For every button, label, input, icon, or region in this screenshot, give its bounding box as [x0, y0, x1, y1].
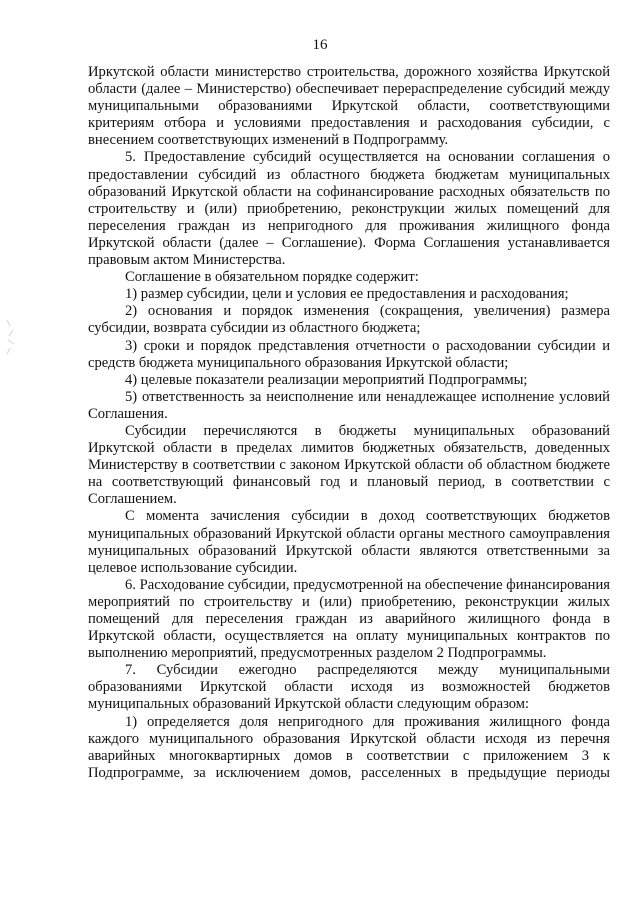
paragraph-item-7-subitem-1: 1) определяется доля непригодного для проживания жилищного фонда каждого муниципального образования Иркутской области исходя из перечня аварийных многоквартирных домов в соответствии с приложением 3 к Подпрограмме, за исключением домов, расселенных в предыдущие периоды — [88, 713, 610, 781]
list-item-4: 4) целевые показатели реализации мероприятий Подпрограммы; — [125, 371, 528, 388]
paragraph-item-5: 5. Предоставление субсидий осуществляется на основании соглашения о предоставлении субсидий из областного бюджета бюджетам муниципальных образований Иркутской области на софинансирование расходных обязательств по строительству и (или) приобретению, реконструкции жилых помещений для переселения граждан из непригодного для проживания жилищного фонда Иркутской области (далее – Соглашение). Форма Соглашения устанавливается правовым актом Министерства. — [88, 149, 610, 269]
page-number: 16 — [312, 37, 328, 53]
paragraph-responsibility: С момента зачисления субсидии в доход соответствующих бюджетов муниципальных образований Иркутской области органы местного самоуправления муниципальных образований Иркутской области являются ответственными за целевое использование субсидии. — [88, 508, 610, 576]
list-item-5: 5) ответственность за неисполнение или ненадлежащее исполнение условий Соглашения. — [88, 388, 610, 422]
list-item-2: 2) основания и порядок изменения (сокращения, увеличения) размера субсидии, возврата субсидии из областного бюджета; — [88, 303, 610, 337]
paragraph-item-6: 6. Расходование субсидии, предусмотренной на обеспечение финансирования мероприятий по строительству и (или) приобретению, реконструкции жилых помещений для переселения граждан из аварийного жилищного фонда в Иркутской области, осуществляется на оплату муниципальных контрактов по выполнению мероприятий, предусмотренных разделом 2 Подпрограммы. — [88, 576, 610, 662]
paragraph-subsidy-transfer: Субсидии перечисляются в бюджеты муниципальных образований Иркутской области в пределах лимитов бюджетных обязательств, доведенных Министерству в соответствии с законом Иркутской области об областном бюджете на соответствующий финансовый год и плановый период, в соответствии с Соглашением. — [88, 422, 610, 508]
scan-artifact-mark — [4, 318, 20, 358]
list-item-3: 3) сроки и порядок представления отчетности о расходовании субсидии и средств бюджета муниципального образования Иркутской области; — [88, 337, 610, 371]
paragraph-agreement-intro: Соглашение в обязательном порядке содержит: — [125, 269, 419, 286]
paragraph-item-7: 7. Субсидии ежегодно распределяются между муниципальными образованиями Иркутской области исходя из возможностей бюджетов муниципальных образований Иркутской области следующим образом: — [88, 662, 610, 713]
list-item-1: 1) размер субсидии, цели и условия ее предоставления и расходования; — [125, 286, 569, 303]
paragraph-continuation: Иркутской области министерство строительства, дорожного хозяйства Иркутской области (далее – Министерство) обеспечивает перераспределение субсидий между муниципальными образованиями Иркутской области, соответствующими критериям отбора и условиями предоставления и расходования субсидии, с внесением соответствующих изменений в Подпрограмму. — [88, 64, 610, 149]
body-text — [88, 64, 610, 782]
